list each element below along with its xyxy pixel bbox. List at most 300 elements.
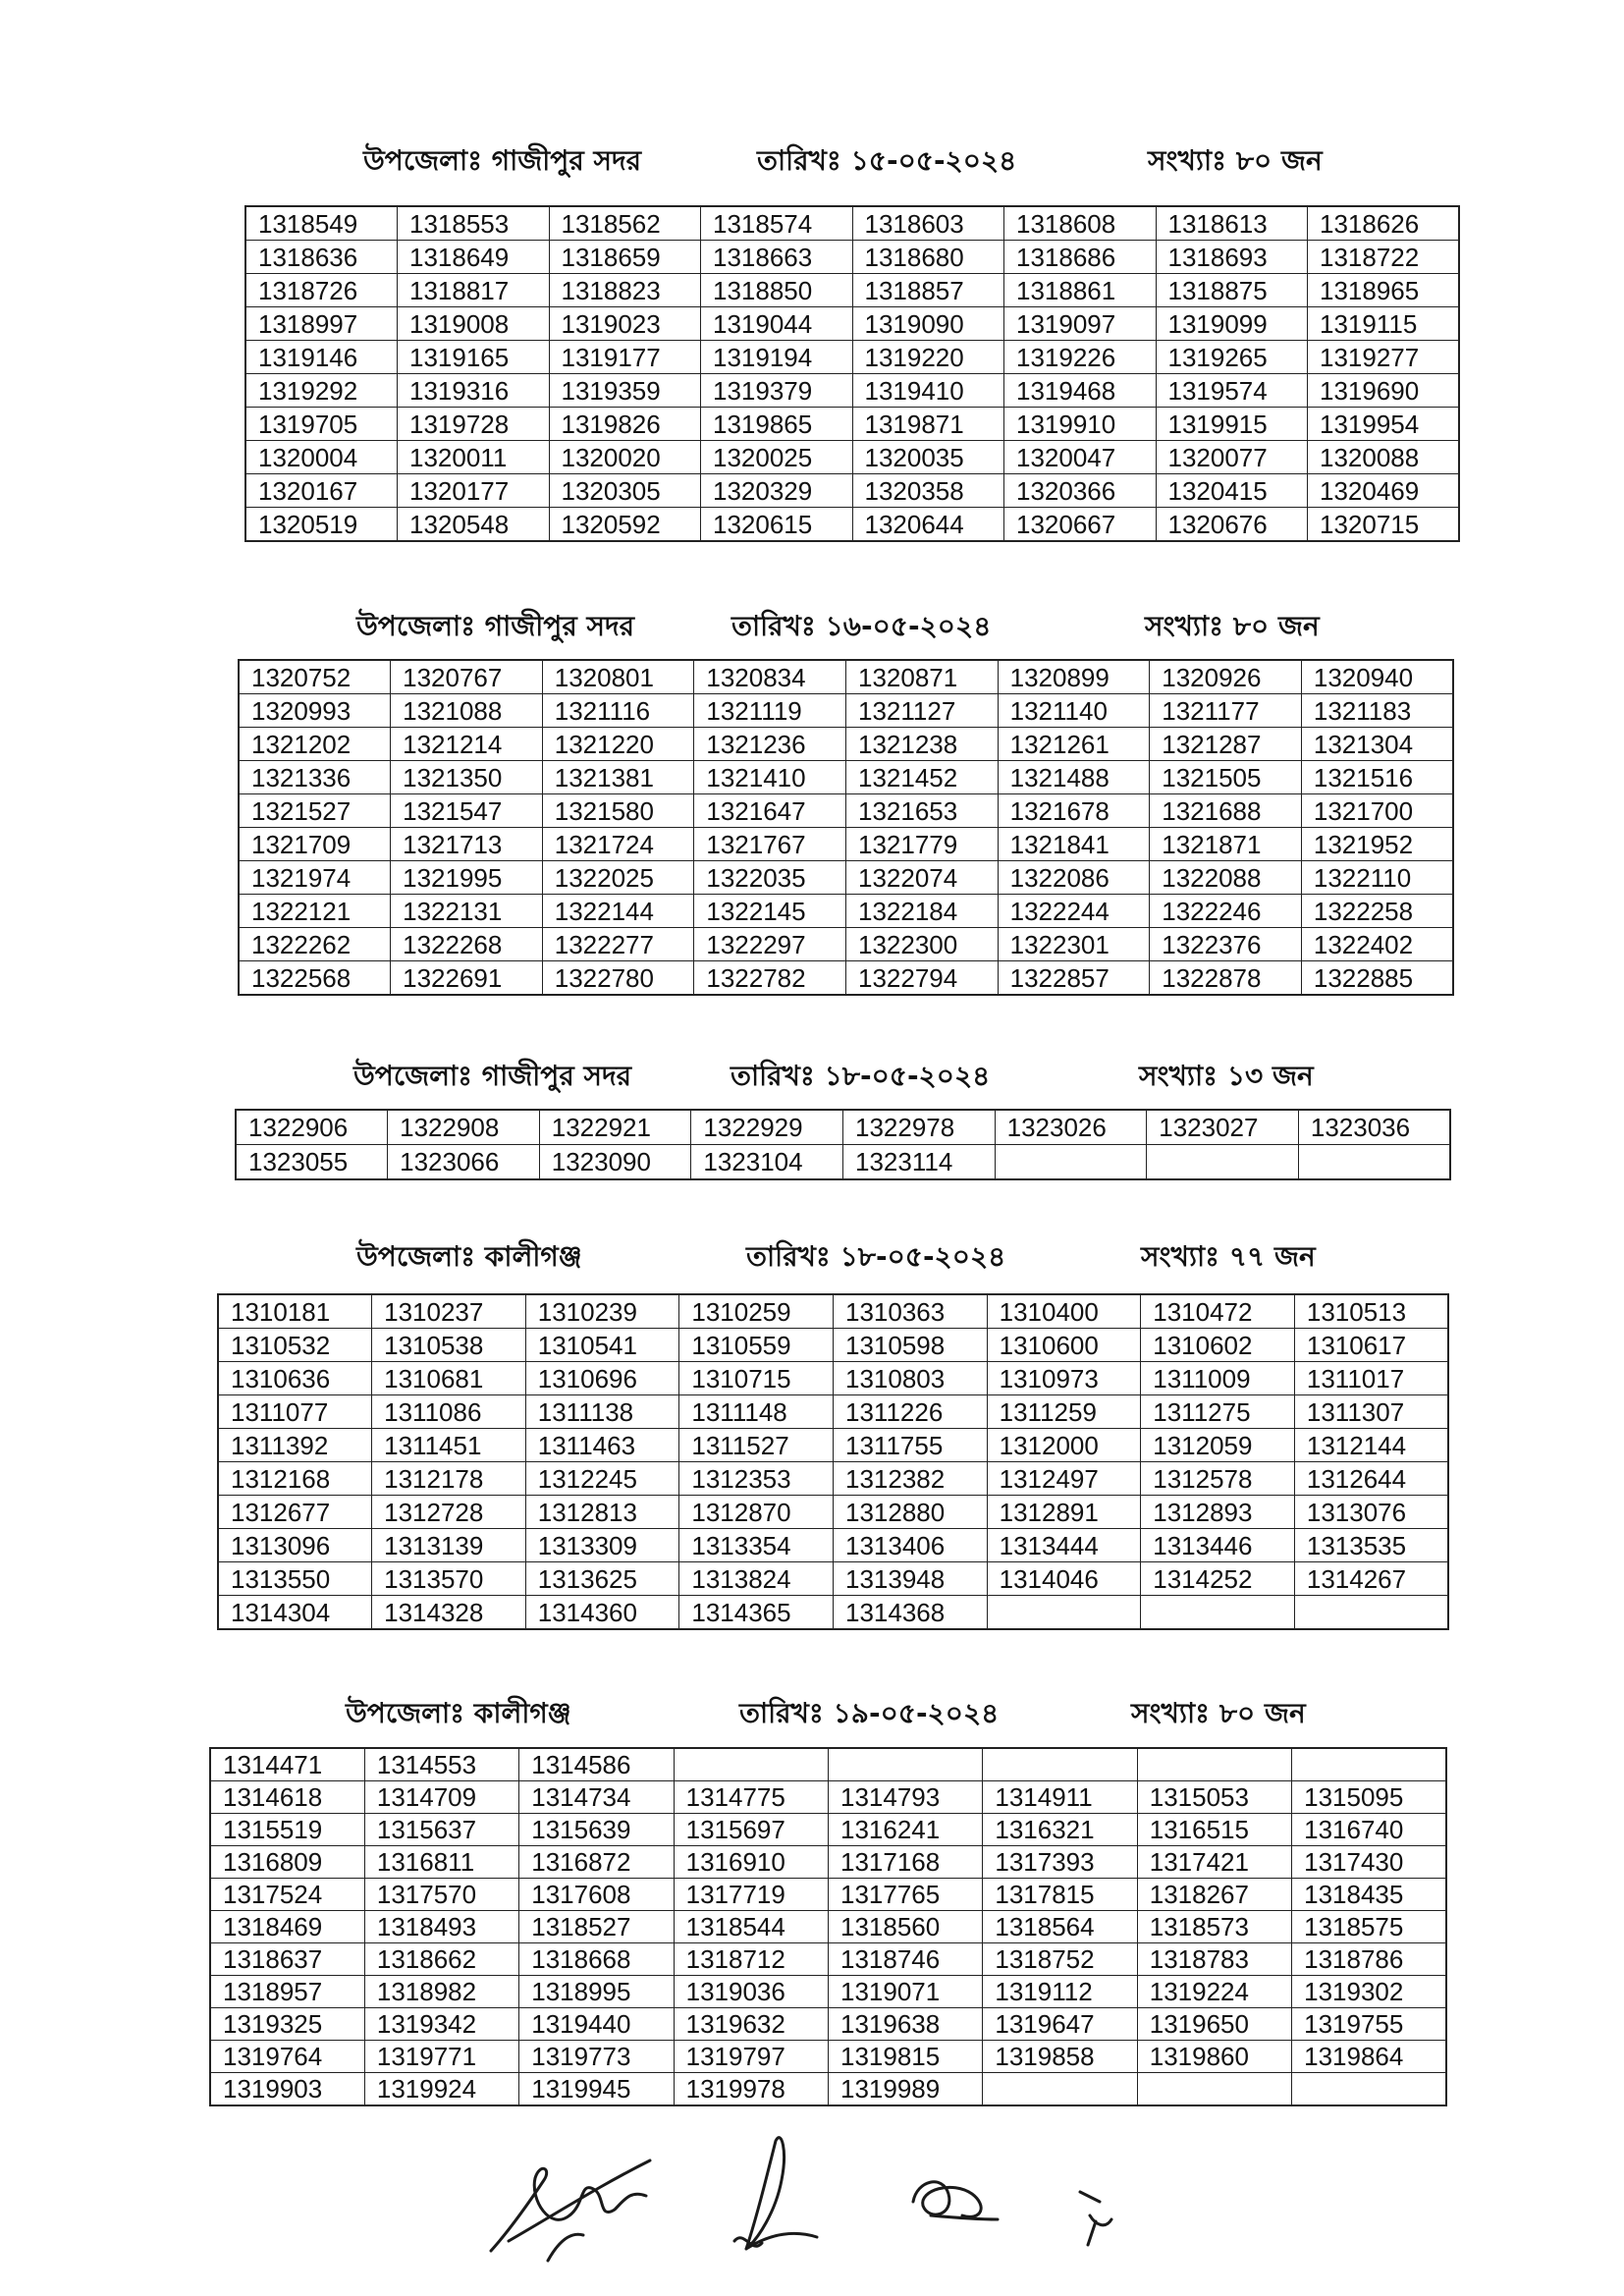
table-cell: 1319755 <box>1292 2008 1446 2041</box>
table-cell: 1316809 <box>210 1846 364 1879</box>
table-cell: 1319115 <box>1308 307 1460 341</box>
table-cell <box>987 1596 1141 1630</box>
table-cell: 1318982 <box>364 1976 518 2008</box>
table-cell: 1310363 <box>834 1294 988 1329</box>
table-cell: 1310181 <box>218 1294 372 1329</box>
table-cell: 1318435 <box>1292 1879 1446 1911</box>
table-cell: 1312677 <box>218 1496 372 1529</box>
table-cell: 1322301 <box>998 928 1150 961</box>
table-cell: 1315637 <box>364 1814 518 1846</box>
table-cell: 1319771 <box>364 2041 518 2073</box>
table-cell: 1311138 <box>525 1395 679 1429</box>
table-cell: 1322878 <box>1150 961 1302 996</box>
table-cell: 1322088 <box>1150 861 1302 895</box>
table-cell: 1319728 <box>398 408 550 441</box>
table-cell: 1319023 <box>549 307 701 341</box>
table-row <box>210 1943 1446 1976</box>
table-cell: 1311259 <box>987 1395 1141 1429</box>
table-cell: 1312578 <box>1141 1462 1295 1496</box>
table-cell <box>1137 1748 1291 1781</box>
table-cell: 1319650 <box>1137 2008 1291 2041</box>
table-cell: 1322568 <box>239 961 391 996</box>
table-cell: 1322921 <box>539 1110 691 1145</box>
table-cell: 1321767 <box>694 828 846 861</box>
table-row <box>239 761 1453 794</box>
table-cell: 1317430 <box>1292 1846 1446 1879</box>
table-cell: 1320767 <box>391 660 543 694</box>
table-cell: 1320940 <box>1301 660 1453 694</box>
table-cell: 1319690 <box>1308 374 1460 408</box>
table-cell: 1320592 <box>549 508 701 542</box>
table-cell: 1317393 <box>983 1846 1137 1879</box>
table-cell: 1321236 <box>694 728 846 761</box>
table-cell: 1319945 <box>519 2073 674 2106</box>
table-cell: 1319044 <box>701 307 853 341</box>
roll-number-table <box>238 659 1454 996</box>
table-cell: 1311148 <box>679 1395 834 1429</box>
table-row <box>210 2073 1446 2106</box>
table-cell: 1319177 <box>549 341 701 374</box>
table-cell: 1321995 <box>391 861 543 895</box>
table-cell: 1318562 <box>549 206 701 241</box>
table-cell: 1322300 <box>846 928 999 961</box>
table-cell: 1319112 <box>983 1976 1137 2008</box>
table-row <box>218 1395 1448 1429</box>
table-cell: 1313096 <box>218 1529 372 1562</box>
table-cell: 1323090 <box>539 1145 691 1180</box>
table-cell: 1319826 <box>549 408 701 441</box>
table-cell: 1319647 <box>983 2008 1137 2041</box>
table-cell: 1321088 <box>391 694 543 728</box>
table-cell: 1310237 <box>372 1294 526 1329</box>
table-row <box>218 1462 1448 1496</box>
table-cell: 1314471 <box>210 1748 364 1781</box>
table-cell: 1314368 <box>834 1596 988 1630</box>
table-cell: 1312870 <box>679 1496 834 1529</box>
table-cell: 1319226 <box>1004 341 1157 374</box>
table-cell <box>1292 1748 1446 1781</box>
table-cell <box>674 1748 828 1781</box>
table-cell: 1312891 <box>987 1496 1141 1529</box>
table-cell: 1313309 <box>525 1529 679 1562</box>
table-cell <box>995 1145 1147 1180</box>
table-cell: 1320358 <box>852 474 1004 508</box>
table-cell: 1319302 <box>1292 1976 1446 2008</box>
upazila-label: উপজেলাঃ গাজীপুর সদর <box>363 144 642 177</box>
table-row <box>239 861 1453 895</box>
table-cell: 1319097 <box>1004 307 1157 341</box>
table-cell: 1311392 <box>218 1429 372 1462</box>
signature-2 <box>734 2138 817 2249</box>
table-cell: 1314252 <box>1141 1562 1295 1596</box>
table-cell: 1318995 <box>519 1976 674 2008</box>
table-cell: 1310532 <box>218 1329 372 1362</box>
table-cell: 1314618 <box>210 1781 364 1814</box>
table-cell: 1311009 <box>1141 1362 1295 1395</box>
table-row <box>245 341 1459 374</box>
table-cell: 1310259 <box>679 1294 834 1329</box>
signature-3 <box>913 2182 998 2219</box>
table-cell: 1320167 <box>245 474 398 508</box>
table-cell: 1318267 <box>1137 1879 1291 1911</box>
table-cell: 1312144 <box>1294 1429 1448 1462</box>
table-cell: 1321452 <box>846 761 999 794</box>
table-cell: 1320469 <box>1308 474 1460 508</box>
table-cell: 1310600 <box>987 1329 1141 1362</box>
table-cell: 1320177 <box>398 474 550 508</box>
table-cell: 1317524 <box>210 1879 364 1911</box>
table-cell: 1318997 <box>245 307 398 341</box>
table-cell: 1322857 <box>998 961 1150 996</box>
table-cell: 1320329 <box>701 474 853 508</box>
table-cell: 1322025 <box>542 861 694 895</box>
roll-number-table <box>235 1109 1451 1180</box>
table-cell: 1321304 <box>1301 728 1453 761</box>
table-cell: 1318573 <box>1137 1911 1291 1943</box>
table-cell: 1319220 <box>852 341 1004 374</box>
table-cell: 1310472 <box>1141 1294 1295 1329</box>
table-cell: 1313824 <box>679 1562 834 1596</box>
table-cell: 1318649 <box>398 241 550 274</box>
table-cell: 1322262 <box>239 928 391 961</box>
table-cell: 1312644 <box>1294 1462 1448 1496</box>
table-cell: 1311451 <box>372 1429 526 1462</box>
table-row <box>245 408 1459 441</box>
table-cell: 1318722 <box>1308 241 1460 274</box>
upazila-label: উপজেলাঃ গাজীপুর সদর <box>353 1060 632 1092</box>
table-row <box>210 1846 1446 1879</box>
table-cell: 1312813 <box>525 1496 679 1529</box>
table-cell: 1315053 <box>1137 1781 1291 1814</box>
table-cell: 1319815 <box>829 2041 983 2073</box>
table-cell: 1319265 <box>1156 341 1308 374</box>
table-cell: 1319071 <box>829 1976 983 2008</box>
table-cell: 1322144 <box>542 895 694 928</box>
table-row <box>239 961 1453 996</box>
table-cell: 1321841 <box>998 828 1150 861</box>
table-cell: 1314793 <box>829 1781 983 1814</box>
table-row <box>218 1294 1448 1329</box>
table-cell: 1322906 <box>236 1110 388 1145</box>
table-cell: 1322794 <box>846 961 999 996</box>
table-cell: 1316740 <box>1292 1814 1446 1846</box>
table-cell: 1314734 <box>519 1781 674 1814</box>
table-cell: 1322978 <box>843 1110 996 1145</box>
table-cell: 1322121 <box>239 895 391 928</box>
table-cell: 1320011 <box>398 441 550 474</box>
table-cell: 1322258 <box>1301 895 1453 928</box>
table-cell: 1312497 <box>987 1462 1141 1496</box>
table-cell: 1313444 <box>987 1529 1141 1562</box>
table-cell: 1319910 <box>1004 408 1157 441</box>
table-cell: 1319468 <box>1004 374 1157 408</box>
table-cell: 1321871 <box>1150 828 1302 861</box>
table-cell: 1323114 <box>843 1145 996 1180</box>
table-cell: 1319325 <box>210 2008 364 2041</box>
table-cell: 1313550 <box>218 1562 372 1596</box>
upazila-label: উপজেলাঃ কালীগঞ্জ <box>346 1697 571 1729</box>
table-cell: 1321116 <box>542 694 694 728</box>
table-cell: 1319871 <box>852 408 1004 441</box>
table-cell: 1313625 <box>525 1562 679 1596</box>
table-cell: 1310400 <box>987 1294 1141 1329</box>
table-cell: 1314328 <box>372 1596 526 1630</box>
table-cell: 1311086 <box>372 1395 526 1429</box>
table-cell: 1321261 <box>998 728 1150 761</box>
date-label: তারিখঃ ১৯-০৫-২০২৪ <box>739 1697 1000 1729</box>
table-cell: 1319008 <box>398 307 550 341</box>
table-cell: 1310973 <box>987 1362 1141 1395</box>
table-cell: 1320025 <box>701 441 853 474</box>
count-label: সংখ্যাঃ ১৩ জন <box>1139 1060 1314 1092</box>
table-cell: 1322782 <box>694 961 846 996</box>
table-cell: 1318637 <box>210 1943 364 1976</box>
table-cell: 1312880 <box>834 1496 988 1529</box>
table-cell: 1318783 <box>1137 1943 1291 1976</box>
table-row <box>210 1814 1446 1846</box>
table-cell: 1310239 <box>525 1294 679 1329</box>
table-cell: 1317570 <box>364 1879 518 1911</box>
table-cell: 1321713 <box>391 828 543 861</box>
table-cell: 1320676 <box>1156 508 1308 542</box>
table-cell: 1320644 <box>852 508 1004 542</box>
table-cell: 1314775 <box>674 1781 828 1814</box>
table-cell: 1319316 <box>398 374 550 408</box>
table-cell: 1314911 <box>983 1781 1137 1814</box>
date-label: তারিখঃ ১৮-০৫-২০২৪ <box>731 1060 991 1092</box>
table-cell: 1322691 <box>391 961 543 996</box>
table-row <box>239 728 1453 761</box>
table-cell: 1321547 <box>391 794 543 828</box>
table-cell: 1313076 <box>1294 1496 1448 1529</box>
table-cell: 1320415 <box>1156 474 1308 508</box>
table-cell: 1322268 <box>391 928 543 961</box>
table-cell: 1318553 <box>398 206 550 241</box>
table-cell: 1320077 <box>1156 441 1308 474</box>
table-cell: 1316910 <box>674 1846 828 1879</box>
table-cell: 1315697 <box>674 1814 828 1846</box>
table-cell: 1321580 <box>542 794 694 828</box>
table-cell: 1319410 <box>852 374 1004 408</box>
table-cell: 1321140 <box>998 694 1150 728</box>
table-cell <box>1147 1145 1299 1180</box>
table-cell: 1321678 <box>998 794 1150 828</box>
table-cell: 1317608 <box>519 1879 674 1911</box>
table-cell: 1321350 <box>391 761 543 794</box>
table-cell: 1310602 <box>1141 1329 1295 1362</box>
table-cell: 1319359 <box>549 374 701 408</box>
table-cell: 1322929 <box>691 1110 843 1145</box>
table-cell: 1318875 <box>1156 274 1308 307</box>
table-cell: 1317765 <box>829 1879 983 1911</box>
table-cell: 1314365 <box>679 1596 834 1630</box>
table-cell: 1318560 <box>829 1911 983 1943</box>
table-cell: 1320548 <box>398 508 550 542</box>
table-cell: 1312382 <box>834 1462 988 1496</box>
table-cell: 1320715 <box>1308 508 1460 542</box>
table-row <box>218 1529 1448 1562</box>
table-cell: 1319194 <box>701 341 853 374</box>
table-row <box>210 1748 1446 1781</box>
table-cell: 1320519 <box>245 508 398 542</box>
table-cell: 1319574 <box>1156 374 1308 408</box>
table-cell: 1311307 <box>1294 1395 1448 1429</box>
table-cell: 1319915 <box>1156 408 1308 441</box>
table-cell: 1318663 <box>701 241 853 274</box>
table-cell: 1314046 <box>987 1562 1141 1596</box>
table-cell: 1316872 <box>519 1846 674 1879</box>
table-cell: 1313406 <box>834 1529 988 1562</box>
table-row <box>245 241 1459 274</box>
table-cell: 1311527 <box>679 1429 834 1462</box>
roll-number-table <box>244 205 1460 542</box>
table-cell: 1310617 <box>1294 1329 1448 1362</box>
table-cell: 1318693 <box>1156 241 1308 274</box>
upazila-label: উপজেলাঃ কালীগঞ্জ <box>356 1240 582 1273</box>
count-label: সংখ্যাঃ ৭৭ জন <box>1141 1240 1316 1273</box>
table-cell: 1319379 <box>701 374 853 408</box>
table-cell: 1320667 <box>1004 508 1157 542</box>
table-row <box>239 660 1453 694</box>
table-row <box>245 508 1459 542</box>
table-cell: 1322780 <box>542 961 694 996</box>
table-cell: 1312059 <box>1141 1429 1295 1462</box>
table-cell: 1319954 <box>1308 408 1460 441</box>
table-cell: 1314267 <box>1294 1562 1448 1596</box>
table-cell: 1319978 <box>674 2073 828 2106</box>
table-cell: 1318712 <box>674 1943 828 1976</box>
table-row <box>218 1429 1448 1462</box>
table-cell: 1319865 <box>701 408 853 441</box>
table-cell: 1312728 <box>372 1496 526 1529</box>
table-cell: 1319277 <box>1308 341 1460 374</box>
table-cell: 1317719 <box>674 1879 828 1911</box>
table-cell: 1319099 <box>1156 307 1308 341</box>
table-cell: 1321220 <box>542 728 694 761</box>
table-cell: 1311275 <box>1141 1395 1295 1429</box>
table-cell: 1319165 <box>398 341 550 374</box>
table-cell: 1318823 <box>549 274 701 307</box>
table-cell: 1319036 <box>674 1976 828 2008</box>
table-cell: 1319638 <box>829 2008 983 2041</box>
table-row <box>239 828 1453 861</box>
table-cell: 1321709 <box>239 828 391 861</box>
upazila-label: উপজেলাঃ গাজীপুর সদর <box>356 610 635 642</box>
table-cell: 1320047 <box>1004 441 1157 474</box>
table-cell <box>1141 1596 1295 1630</box>
table-cell: 1319924 <box>364 2073 518 2106</box>
table-cell: 1311463 <box>525 1429 679 1462</box>
table-cell: 1310696 <box>525 1362 679 1395</box>
table-cell: 1319860 <box>1137 2041 1291 2073</box>
table-cell: 1318575 <box>1292 1911 1446 1943</box>
table-cell: 1323026 <box>995 1110 1147 1145</box>
table-row <box>218 1329 1448 1362</box>
table-cell: 1322908 <box>388 1110 540 1145</box>
table-cell: 1318726 <box>245 274 398 307</box>
table-cell: 1320752 <box>239 660 391 694</box>
table-cell: 1321410 <box>694 761 846 794</box>
table-row <box>210 1781 1446 1814</box>
table-row <box>236 1110 1450 1145</box>
table-cell: 1320801 <box>542 660 694 694</box>
table-cell: 1320004 <box>245 441 398 474</box>
table-cell: 1318544 <box>674 1911 828 1943</box>
signature-4 <box>1080 2192 1111 2245</box>
table-cell: 1322244 <box>998 895 1150 928</box>
table-row <box>218 1496 1448 1529</box>
table-cell: 1318469 <box>210 1911 364 1943</box>
table-cell: 1313354 <box>679 1529 834 1562</box>
table-cell: 1318857 <box>852 274 1004 307</box>
table-cell: 1314586 <box>519 1748 674 1781</box>
table-cell: 1321527 <box>239 794 391 828</box>
table-cell: 1322277 <box>542 928 694 961</box>
table-cell: 1319797 <box>674 2041 828 2073</box>
table-cell: 1321688 <box>1150 794 1302 828</box>
table-cell: 1310715 <box>679 1362 834 1395</box>
table-cell: 1319292 <box>245 374 398 408</box>
date-label: তারিখঃ ১৫-০৫-২০২৪ <box>757 144 1017 177</box>
table-cell: 1319858 <box>983 2041 1137 2073</box>
table-cell: 1318662 <box>364 1943 518 1976</box>
table-cell: 1318680 <box>852 241 1004 274</box>
table-cell: 1313446 <box>1141 1529 1295 1562</box>
table-cell: 1310803 <box>834 1362 988 1395</box>
table-row <box>210 1879 1446 1911</box>
table-cell: 1311017 <box>1294 1362 1448 1395</box>
table-cell: 1322376 <box>1150 928 1302 961</box>
count-label: সংখ্যাঃ ৮০ জন <box>1145 610 1320 642</box>
table-cell: 1314709 <box>364 1781 518 1814</box>
table-cell: 1323027 <box>1147 1110 1299 1145</box>
table-cell: 1319705 <box>245 408 398 441</box>
table-cell: 1322074 <box>846 861 999 895</box>
table-cell: 1318659 <box>549 241 701 274</box>
table-cell: 1310598 <box>834 1329 988 1362</box>
table-cell: 1322110 <box>1301 861 1453 895</box>
table-cell: 1311077 <box>218 1395 372 1429</box>
table-cell: 1321647 <box>694 794 846 828</box>
table-cell: 1320305 <box>549 474 701 508</box>
table-cell: 1318603 <box>852 206 1004 241</box>
table-cell: 1321183 <box>1301 694 1453 728</box>
table-cell: 1317815 <box>983 1879 1137 1911</box>
count-label: সংখ্যাঃ ৮০ জন <box>1131 1697 1306 1729</box>
table-cell: 1318861 <box>1004 274 1157 307</box>
table-cell: 1318957 <box>210 1976 364 2008</box>
table-cell: 1318686 <box>1004 241 1157 274</box>
table-cell: 1320834 <box>694 660 846 694</box>
table-cell: 1315095 <box>1292 1781 1446 1814</box>
table-row <box>245 374 1459 408</box>
table-cell: 1314360 <box>525 1596 679 1630</box>
table-cell: 1321127 <box>846 694 999 728</box>
table-cell: 1318608 <box>1004 206 1157 241</box>
table-cell: 1312168 <box>218 1462 372 1496</box>
table-cell: 1322184 <box>846 895 999 928</box>
table-cell: 1310541 <box>525 1329 679 1362</box>
table-cell: 1318746 <box>829 1943 983 1976</box>
table-cell: 1323055 <box>236 1145 388 1180</box>
table-cell: 1318564 <box>983 1911 1137 1943</box>
table-cell: 1320020 <box>549 441 701 474</box>
table-cell: 1321488 <box>998 761 1150 794</box>
table-row <box>236 1145 1450 1180</box>
table-cell: 1321700 <box>1301 794 1453 828</box>
table-cell: 1319224 <box>1137 1976 1291 2008</box>
table-cell: 1318850 <box>701 274 853 307</box>
